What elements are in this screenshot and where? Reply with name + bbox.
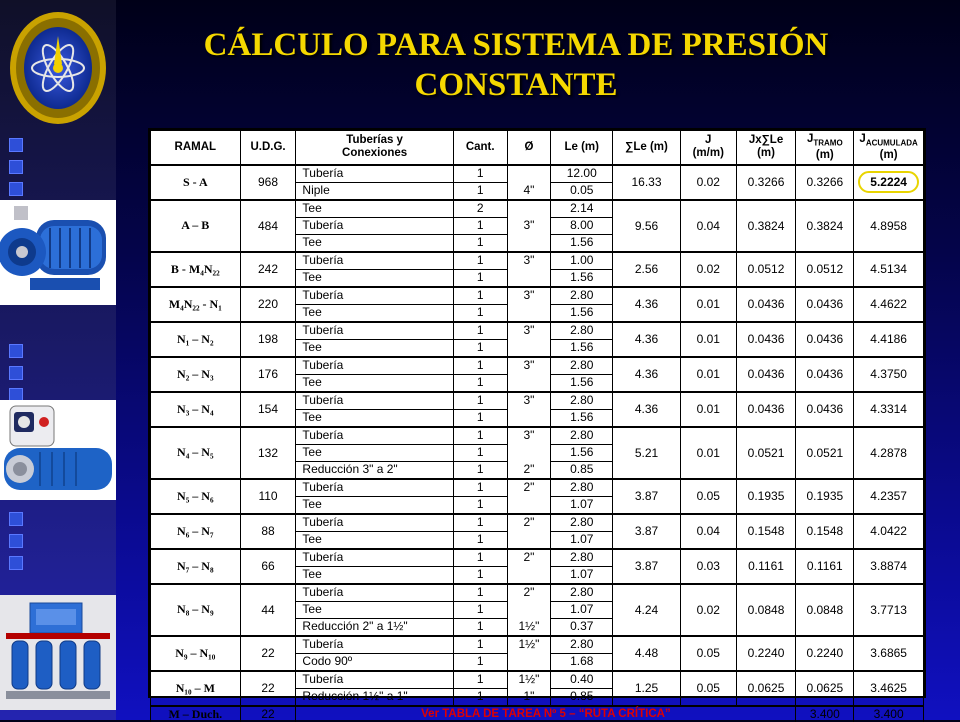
jacumulada-cell [854,427,924,479]
udg-cell: 110 [240,479,296,514]
jacumulada-cell [854,636,924,671]
jx-cell: 0.0521 [736,427,796,479]
udg-cell: 154 [240,392,296,427]
udg-cell: 22 [240,636,296,671]
item-cant-cell: 1 [453,427,507,445]
ramal-cell: M – Duch. [151,706,241,722]
udg-cell: 242 [240,252,296,287]
udg-cell: 484 [240,200,296,252]
title-line-2: CONSTANTE [414,67,618,103]
pump-system-photo [0,595,116,710]
header-sum-le: ∑Le (m) [613,131,681,165]
udg-cell: 66 [240,549,296,584]
item-name-cell: Tubería [296,479,453,497]
jacumulada-value: 4.5134 [870,262,907,276]
jacumulada-value: 3.6865 [870,646,907,660]
item-name-cell: Reducción 3" a 2" [296,461,453,479]
table-row [151,479,924,497]
item-cant-cell: 1 [453,304,507,322]
item-name-cell: Tubería [296,427,453,445]
jacumulada-value: 4.3314 [870,402,907,416]
j-cell: 0.01 [680,392,736,427]
table-row [151,549,924,567]
jx-cell: 0.3824 [736,200,796,252]
item-name-cell: Tubería [296,514,453,532]
ramal-cell: N₁ – N₂ [151,322,241,357]
ramal-cell: N₆ – N₇ [151,514,241,549]
sum-le-cell: 4.36 [613,392,681,427]
item-name-cell: Tee [296,496,453,514]
item-diameter-cell [507,234,551,252]
item-name-cell: Tee [296,304,453,322]
item-diameter-cell [507,339,551,357]
udg-cell: 220 [240,287,296,322]
item-name-cell: Reducción 2" a 1½" [296,618,453,636]
udg-cell: 198 [240,322,296,357]
item-cant-cell: 1 [453,357,507,375]
header-le: Le (m) [551,131,613,165]
j-cell: 0.05 [680,479,736,514]
item-diameter-cell: 1½" [507,636,551,654]
item-name-cell: Tubería [296,636,453,654]
jx-cell: 0.0436 [736,287,796,322]
item-cant-cell: 1 [453,409,507,427]
item-name-cell: Tubería [296,322,453,340]
item-cant-cell: 1 [453,671,507,689]
jacumulada-value: 3.8874 [870,559,907,573]
udg-cell: 22 [240,671,296,706]
ramal-cell: N₅ – N₆ [151,479,241,514]
item-cant-cell: 1 [453,182,507,200]
j-cell: 0.05 [680,636,736,671]
jtramo-cell: 0.1548 [796,514,854,549]
jacumulada-cell [854,357,924,392]
header-ramal: RAMAL [151,131,241,165]
udg-cell: 132 [240,427,296,479]
pump-photo-1 [0,200,116,305]
item-le-cell: 1.07 [551,496,613,514]
item-cant-cell: 1 [453,374,507,392]
item-le-cell: 1.56 [551,304,613,322]
j-cell: 0.02 [680,584,736,636]
item-le-cell: 0.40 [551,671,613,689]
item-diameter-cell: 1½" [507,618,551,636]
item-le-cell: 0.85 [551,461,613,479]
item-name-cell: Tubería [296,252,453,270]
jacumulada-value: 5.2224 [858,171,919,193]
item-name-cell: Tubería [296,357,453,375]
sum-le-cell: 16.33 [613,165,681,200]
item-name-cell: Niple [296,182,453,200]
jacumulada-value: 4.3750 [870,367,907,381]
item-cant-cell: 1 [453,217,507,234]
item-cant-cell: 1 [453,636,507,654]
item-name-cell: Tee [296,269,453,287]
item-name-cell: Tee [296,444,453,461]
jx-cell: 0.1935 [736,479,796,514]
header-udg: U.D.G. [240,131,296,165]
item-le-cell: 1.56 [551,339,613,357]
table-row [151,392,924,410]
jtramo-cell: 0.3824 [796,200,854,252]
item-cant-cell: 1 [453,566,507,584]
item-name-cell: Tee [296,374,453,392]
j-cell: 0.01 [680,427,736,479]
jacumulada-value: 4.4186 [870,332,907,346]
item-cant-cell: 1 [453,531,507,549]
item-diameter-cell: 2" [507,479,551,497]
sum-le-cell: 4.36 [613,322,681,357]
item-diameter-cell: 4" [507,182,551,200]
ramal-cell: N₁₀ – M [151,671,241,706]
item-le-cell: 1.07 [551,601,613,618]
sum-le-cell: 3.87 [613,549,681,584]
ramal-cell: N₇ – N₈ [151,549,241,584]
item-le-cell: 1.07 [551,566,613,584]
item-le-cell: 12.00 [551,165,613,183]
item-diameter-cell: 3" [507,217,551,234]
item-cant-cell: 1 [453,165,507,183]
j-cell: 0.01 [680,357,736,392]
item-name-cell: Tubería [296,584,453,602]
item-name-cell: Tee [296,339,453,357]
sum-le-cell: 3.87 [613,479,681,514]
item-diameter-cell: 3" [507,357,551,375]
item-le-cell: 1.56 [551,409,613,427]
item-diameter-cell [507,409,551,427]
item-le-cell: 2.80 [551,287,613,305]
item-diameter-cell [507,269,551,287]
table-row [151,671,924,689]
table-row [151,514,924,532]
pressure-calc-table [150,130,924,722]
jtramo-cell: 0.0521 [796,427,854,479]
item-name-cell: Tubería [296,287,453,305]
university-logo [6,8,110,128]
table-row [151,322,924,340]
jacumulada-cell: 3.400 [854,706,924,722]
jacumulada-value: 4.0422 [870,524,907,538]
item-diameter-cell [507,566,551,584]
item-cant-cell: 1 [453,252,507,270]
udg-cell: 176 [240,357,296,392]
item-diameter-cell: 1" [507,688,551,706]
item-cant-cell: 1 [453,549,507,567]
jacumulada-value: 3.7713 [870,602,907,617]
item-cant-cell: 1 [453,653,507,671]
item-name-cell: Tubería [296,549,453,567]
item-diameter-cell: 3" [507,252,551,270]
item-cant-cell: 1 [453,287,507,305]
header-jx: Jx∑Le (m) [736,131,796,165]
item-name-cell: Tee [296,601,453,618]
header-tuberias: Tuberías y Conexiones [296,131,453,165]
jacumulada-value: 4.2878 [870,445,907,460]
item-cant-cell: 1 [453,601,507,618]
jx-cell: 0.0848 [736,584,796,636]
item-le-cell: 1.07 [551,531,613,549]
pump-photo-2 [0,400,116,500]
udg-cell: 44 [240,584,296,636]
jtramo-cell: 0.2240 [796,636,854,671]
item-le-cell: 1.56 [551,444,613,461]
ramal-cell: M₄N₂₂ - N₁ [151,287,241,322]
ramal-cell: N₂ – N₃ [151,357,241,392]
jacumulada-cell [854,671,924,706]
sum-le-cell: 4.36 [613,287,681,322]
ramal-cell: S - A [151,165,241,200]
jx-cell: 0.2240 [736,636,796,671]
item-cant-cell: 1 [453,584,507,602]
item-name-cell: Tee [296,409,453,427]
table-row [151,584,924,602]
item-le-cell: 1.56 [551,269,613,287]
item-le-cell: 0.05 [551,182,613,200]
jacumulada-cell [854,514,924,549]
jtramo-cell: 0.0625 [796,671,854,706]
item-diameter-cell: 3" [507,287,551,305]
jx-cell: 0.1161 [736,549,796,584]
jx-cell: 0.0436 [736,357,796,392]
slide-title [116,25,916,105]
table-row [151,252,924,270]
item-cant-cell: 1 [453,479,507,497]
item-le-cell: 2.80 [551,514,613,532]
item-cant-cell: 2 [453,200,507,218]
jacumulada-value: 4.4622 [870,297,907,311]
item-diameter-cell [507,374,551,392]
sum-le-cell: 2.56 [613,252,681,287]
table-row [151,427,924,445]
item-cant-cell: 1 [453,514,507,532]
item-diameter-cell: 3" [507,392,551,410]
jacumulada-cell [854,200,924,252]
item-diameter-cell: 1½" [507,671,551,689]
item-cant-cell: 1 [453,688,507,706]
item-le-cell: 1.00 [551,252,613,270]
j-cell: 0.03 [680,549,736,584]
item-diameter-cell [507,304,551,322]
jtramo-cell: 0.0436 [796,322,854,357]
table-row [151,200,924,218]
jacumulada-value: 4.8958 [870,218,907,233]
item-le-cell: 2.80 [551,357,613,375]
jx-cell: 0.3266 [736,165,796,200]
jx-cell: 0.1548 [736,514,796,549]
udg-cell: 88 [240,514,296,549]
item-name-cell: Tee [296,200,453,218]
ramal-cell: N₉ – N₁₀ [151,636,241,671]
item-diameter-cell: 2" [507,549,551,567]
item-cant-cell: 1 [453,461,507,479]
header-jacumulada: $J_{ACUMULADA}$ (m) [854,131,924,165]
sum-le-cell: 5.21 [613,427,681,479]
item-cant-cell: 1 [453,444,507,461]
calculation-table [148,128,926,721]
sum-le-cell: 4.48 [613,636,681,671]
item-diameter-cell [507,531,551,549]
item-diameter-cell: 2" [507,461,551,479]
item-cant-cell: 1 [453,234,507,252]
item-name-cell: Reducción 1½" a 1" [296,688,453,706]
title-line-1: CÁLCULO PARA SISTEMA DE PRESIÓN [203,27,829,63]
ruta-critica-note: Ver TABLA DE TAREA Nº 5 – “RUTA CRÍTICA” [296,706,796,722]
j-cell: 0.01 [680,287,736,322]
table-row [151,287,924,305]
jtramo-cell: 0.0436 [796,392,854,427]
udg-cell: 968 [240,165,296,200]
jacumulada-cell [854,392,924,427]
table-row-final [151,706,924,722]
udg-cell: 22 [240,706,296,722]
item-cant-cell: 1 [453,496,507,514]
item-le-cell: 1.68 [551,653,613,671]
jacumulada-value: 4.2357 [870,489,907,503]
sum-le-cell: 9.56 [613,200,681,252]
item-le-cell: 2.80 [551,549,613,567]
jx-cell: 0.0512 [736,252,796,287]
ramal-cell: N₈ – N₉ [151,584,241,636]
header-j: J (m/m) [680,131,736,165]
jacumulada-value: 3.4625 [870,681,907,695]
item-le-cell: 2.80 [551,427,613,445]
ramal-cell: N₄ – N₅ [151,427,241,479]
j-cell: 0.04 [680,200,736,252]
j-cell: 0.05 [680,671,736,706]
item-le-cell: 2.80 [551,479,613,497]
header-cant: Cant. [453,131,507,165]
header-diameter: Ø [507,131,551,165]
item-diameter-cell [507,165,551,183]
jtramo-cell: 0.0436 [796,357,854,392]
ramal-cell: N₃ – N₄ [151,392,241,427]
item-name-cell: Tee [296,566,453,584]
item-le-cell: 1.56 [551,234,613,252]
jacumulada-cell [854,584,924,636]
table-row [151,636,924,654]
jacumulada-cell [854,165,924,200]
jx-cell: 0.0625 [736,671,796,706]
jx-cell: 0.0436 [736,322,796,357]
jacumulada-cell [854,252,924,287]
item-le-cell: 0.85 [551,688,613,706]
jtramo-cell: 0.0848 [796,584,854,636]
item-le-cell: 2.80 [551,392,613,410]
item-le-cell: 1.56 [551,374,613,392]
table-row [151,357,924,375]
header-jtramo: $J_{TRAMO}$ (m) [796,131,854,165]
table-row [151,165,924,183]
item-cant-cell: 1 [453,339,507,357]
j-cell: 0.02 [680,252,736,287]
item-diameter-cell [507,601,551,618]
item-cant-cell: 1 [453,322,507,340]
item-diameter-cell [507,200,551,218]
item-diameter-cell: 3" [507,322,551,340]
item-cant-cell: 1 [453,269,507,287]
item-diameter-cell [507,496,551,514]
jtramo-cell: 0.3266 [796,165,854,200]
jtramo-cell: 0.1161 [796,549,854,584]
item-diameter-cell: 3" [507,427,551,445]
jtramo-cell: 0.0436 [796,287,854,322]
item-name-cell: Tee [296,531,453,549]
jacumulada-cell [854,549,924,584]
j-cell: 0.04 [680,514,736,549]
jacumulada-cell [854,287,924,322]
item-le-cell: 2.80 [551,584,613,602]
item-name-cell: Codo 90º [296,653,453,671]
sum-le-cell: 3.87 [613,514,681,549]
item-name-cell: Tubería [296,671,453,689]
j-cell: 0.01 [680,322,736,357]
j-cell: 0.02 [680,165,736,200]
item-diameter-cell: 2" [507,584,551,602]
item-name-cell: Tubería [296,165,453,183]
jtramo-cell: 0.0512 [796,252,854,287]
sum-le-cell: 1.25 [613,671,681,706]
ramal-cell: B - M₄N₂₂ [151,252,241,287]
item-diameter-cell [507,653,551,671]
jacumulada-cell [854,479,924,514]
item-cant-cell: 1 [453,392,507,410]
item-le-cell: 2.14 [551,200,613,218]
sum-le-cell: 4.24 [613,584,681,636]
jtramo-cell: 3.400 [796,706,854,722]
ramal-cell: A – B [151,200,241,252]
item-le-cell: 0.37 [551,618,613,636]
jacumulada-cell [854,322,924,357]
item-name-cell: Tubería [296,392,453,410]
item-name-cell: Tubería [296,217,453,234]
item-le-cell: 2.80 [551,636,613,654]
item-diameter-cell: 2" [507,514,551,532]
item-diameter-cell [507,444,551,461]
sum-le-cell: 4.36 [613,357,681,392]
jtramo-cell: 0.1935 [796,479,854,514]
item-name-cell: Tee [296,234,453,252]
item-le-cell: 2.80 [551,322,613,340]
jx-cell: 0.0436 [736,392,796,427]
item-le-cell: 8.00 [551,217,613,234]
item-cant-cell: 1 [453,618,507,636]
